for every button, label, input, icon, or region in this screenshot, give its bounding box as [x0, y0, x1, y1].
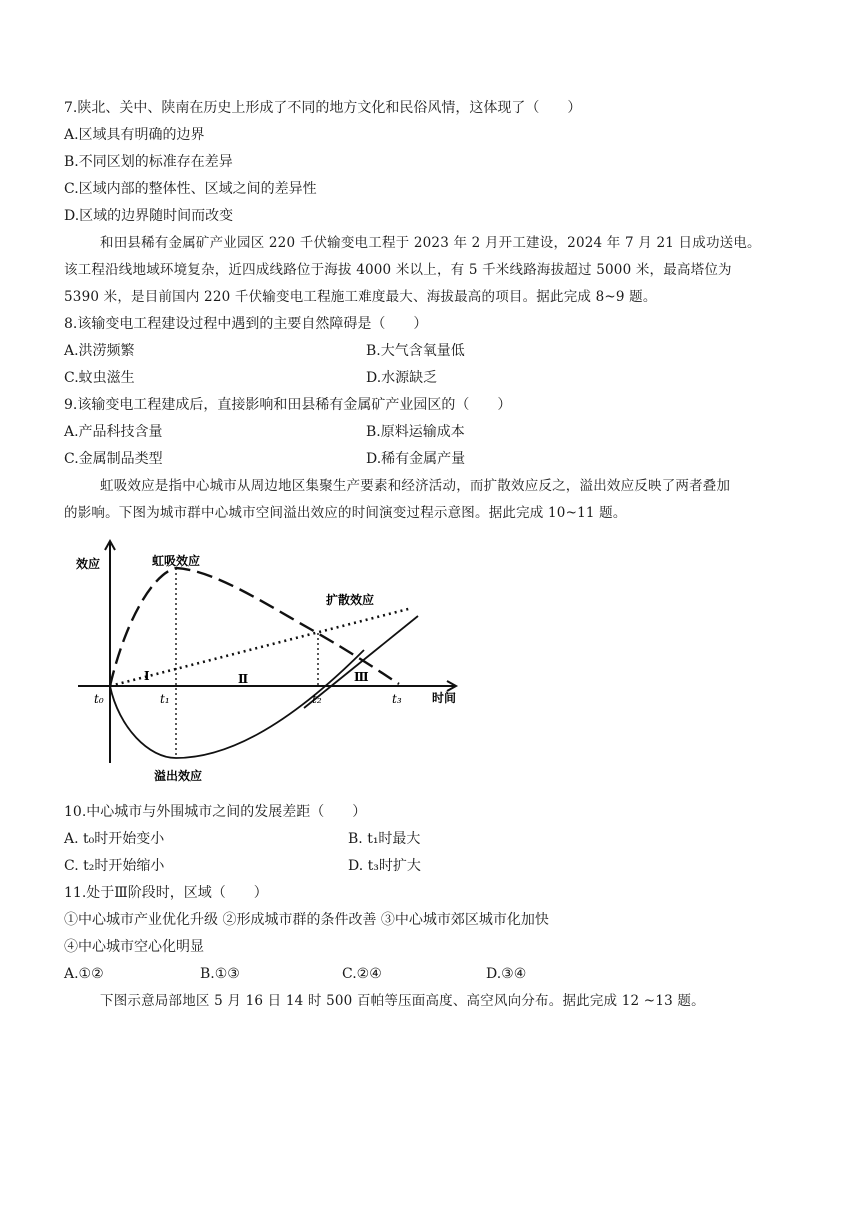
spillover-effect-label: 溢出效应 — [154, 769, 203, 783]
q8-stem: 8.该输变电工程建设过程中遇到的主要自然障碍是（ ） — [64, 316, 428, 332]
x-axis-label: 时间 — [432, 691, 457, 705]
q7-option-c: C.区域内部的整体性、区域之间的差异性 — [64, 181, 317, 197]
q7-option-a: A.区域具有明确的边界 — [64, 127, 205, 143]
passage3-line1: 下图示意局部地区 5 月 16 日 14 时 500 百帕等压面高度、高空风向分布。据此完成 12 ~13 题。 — [100, 993, 705, 1009]
y-axis-label: 效应 — [76, 557, 101, 571]
passage2-line2: 的影响。下图为城市群中心城市空间溢出效应的时间演变过程示意图。据此完成 10~11 题。 — [64, 505, 627, 521]
q11-option-b: B.①③ — [200, 966, 240, 982]
t0-label: t₀ — [94, 692, 104, 706]
spillover-effect-curve — [110, 650, 364, 758]
siphon-effect-label: 虹吸效应 — [152, 554, 201, 568]
q11-statements-line1: ①中心城市产业优化升级 ②形成城市群的条件改善 ③中心城市郊区城市化加快 — [64, 912, 549, 928]
siphon-effect-curve — [110, 568, 399, 686]
q7-option-b: B.不同区划的标准存在差异 — [64, 154, 233, 170]
passage1-line3: 5390 米，是目前国内 220 千伏输变电工程施工难度最大、海拔最高的项目。据此完成 8~9 题。 — [64, 289, 657, 305]
q9-stem: 9.该输变电工程建成后，直接影响和田县稀有金属矿产业园区的（ ） — [64, 397, 512, 413]
q9-option-a: A.产品科技含量 — [64, 424, 163, 440]
q10-option-a: A. t₀时开始变小 — [64, 831, 165, 847]
q11-option-c: C.②④ — [342, 966, 382, 982]
q10-option-c: C. t₂时开始缩小 — [64, 858, 165, 874]
q11-option-a: A.①② — [64, 966, 104, 982]
t1-label: t₁ — [160, 692, 170, 706]
q10-option-b: B. t₁时最大 — [348, 831, 421, 847]
q11-option-d: D.③④ — [486, 966, 527, 982]
spillover-effect-diagram — [64, 538, 474, 788]
passage1-line1: 和田县稀有金属矿产业园区 220 千伏输变电工程于 2023 年 2 月开工建设，2024 年 7 月 21 日成功送电。 — [100, 235, 761, 251]
q8-option-c: C.蚊虫滋生 — [64, 370, 135, 386]
passage1-line2: 该工程沿线地域环境复杂，近四成线路位于海拔 4000 米以上，有 5 千米线路海拔超过 5000 米，最高塔位为 — [64, 262, 732, 278]
q11-statements-line2: ④中心城市空心化明显 — [64, 939, 204, 955]
q10-option-d: D. t₃时扩大 — [348, 858, 421, 874]
stage-2-label: Ⅱ — [238, 672, 249, 686]
q8-option-d: D.水源缺乏 — [366, 370, 438, 386]
q10-stem: 10.中心城市与外围城市之间的发展差距（ ） — [64, 804, 367, 820]
passage2-line1: 虹吸效应是指中心城市从周边地区集聚生产要素和经济活动，而扩散效应反之，溢出效应反映了两者叠加 — [100, 478, 731, 494]
q9-option-d: D.稀有金属产量 — [366, 451, 466, 467]
q8-option-b: B.大气含氧量低 — [366, 343, 465, 359]
q8-option-a: A.洪涝频繁 — [64, 343, 135, 359]
t2-label: t₂ — [312, 692, 322, 706]
t3-label: t₃ — [392, 692, 402, 706]
diffusion-effect-label: 扩散效应 — [326, 593, 375, 607]
q7-stem: 7.陕北、关中、陕南在历史上形成了不同的地方文化和民俗风情，这体现了（ ） — [64, 100, 582, 116]
q11-stem: 11.处于Ⅲ阶段时，区域（ ） — [64, 885, 268, 901]
q9-option-b: B.原料运输成本 — [366, 424, 465, 440]
stage-3-label: Ⅲ — [354, 670, 369, 684]
stage-1-label: Ⅰ — [144, 669, 150, 683]
q7-option-d: D.区域的边界随时间而改变 — [64, 208, 234, 224]
q9-option-c: C.金属制品类型 — [64, 451, 163, 467]
